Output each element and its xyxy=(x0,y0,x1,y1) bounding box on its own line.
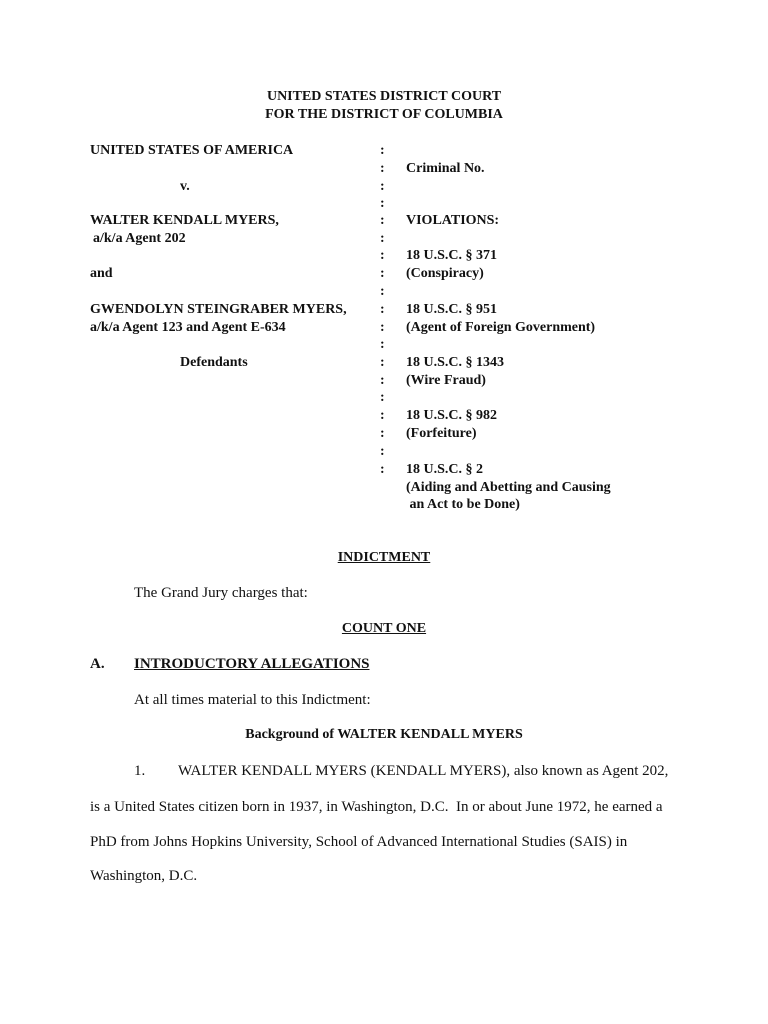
court-district: FOR THE DISTRICT OF COLUMBIA xyxy=(265,107,503,122)
caption-colon: : xyxy=(380,355,385,370)
criminal-number-label: Criminal No. xyxy=(406,161,485,176)
violation-4-description: (Forfeiture) xyxy=(406,426,477,441)
paragraph-1-line-3: PhD from Johns Hopkins University, School of Advanced International Studies (SAIS) in xyxy=(90,834,628,850)
grand-jury-intro: The Grand Jury charges that: xyxy=(134,585,308,601)
defendant-2-alias: a/k/a Agent 123 and Agent E-634 xyxy=(90,320,286,335)
caption-colon: : xyxy=(380,408,385,423)
violation-1-code: 18 U.S.C. § 371 xyxy=(406,248,498,263)
violation-3-description: (Wire Fraud) xyxy=(406,373,486,388)
background-heading: Background of WALTER KENDALL MYERS xyxy=(245,727,523,742)
caption-colon: : xyxy=(380,373,385,388)
caption-colon: : xyxy=(380,179,385,194)
section-letter: A. xyxy=(90,656,105,672)
and-label: and xyxy=(90,266,113,281)
defendant-1-name: WALTER KENDALL MYERS, xyxy=(90,213,279,228)
paragraph-1-line-1: WALTER KENDALL MYERS (KENDALL MYERS), also known as Agent 202, xyxy=(178,763,669,779)
caption-colon: : xyxy=(380,302,385,317)
caption-colon: : xyxy=(380,248,385,263)
violation-3-code: 18 U.S.C. § 1343 xyxy=(406,355,505,370)
violation-4-code: 18 U.S.C. § 982 xyxy=(406,408,498,423)
plaintiff-name: UNITED STATES OF AMERICA xyxy=(90,143,294,158)
defendant-1-alias: a/k/a Agent 202 xyxy=(93,231,186,246)
caption-colon: : xyxy=(380,231,385,246)
caption-colon: : xyxy=(380,390,385,405)
violation-2-code: 18 U.S.C. § 951 xyxy=(406,302,498,317)
material-times-statement: At all times material to this Indictment: xyxy=(134,692,371,708)
versus-label: v. xyxy=(180,179,190,194)
caption-colon: : xyxy=(380,320,385,335)
caption-colon: : xyxy=(380,143,385,158)
indictment-title: INDICTMENT xyxy=(337,550,431,565)
violation-5-code: 18 U.S.C. § 2 xyxy=(406,462,484,477)
court-name: UNITED STATES DISTRICT COURT xyxy=(266,89,502,104)
defendants-label: Defendants xyxy=(180,355,248,370)
paragraph-1-line-4: Washington, D.C. xyxy=(90,868,198,884)
caption-colon: : xyxy=(380,337,385,352)
caption-colon: : xyxy=(380,213,385,228)
caption-colon: : xyxy=(380,444,385,459)
caption-colon: : xyxy=(380,266,385,281)
violation-1-description: (Conspiracy) xyxy=(406,266,484,281)
paragraph-number: 1. xyxy=(134,763,146,779)
count-heading: COUNT ONE xyxy=(341,621,427,636)
caption-colon: : xyxy=(380,196,385,211)
defendant-2-name: GWENDOLYN STEINGRABER MYERS, xyxy=(90,302,347,317)
caption-colon: : xyxy=(380,462,385,477)
caption-colon: : xyxy=(380,161,385,176)
violation-5-description-line1: (Aiding and Abetting and Causing xyxy=(406,480,611,495)
violation-2-description: (Agent of Foreign Government) xyxy=(406,320,596,335)
caption-colon: : xyxy=(380,284,385,299)
paragraph-1-line-2: is a United States citizen born in 1937, in Washington, D.C. In or about June 1972, he earned a xyxy=(90,799,663,815)
violations-label: VIOLATIONS: xyxy=(406,213,500,228)
violation-5-description-line2: an Act to be Done) xyxy=(406,497,520,512)
section-title: INTRODUCTORY ALLEGATIONS xyxy=(134,656,370,672)
caption-colon: : xyxy=(380,426,385,441)
